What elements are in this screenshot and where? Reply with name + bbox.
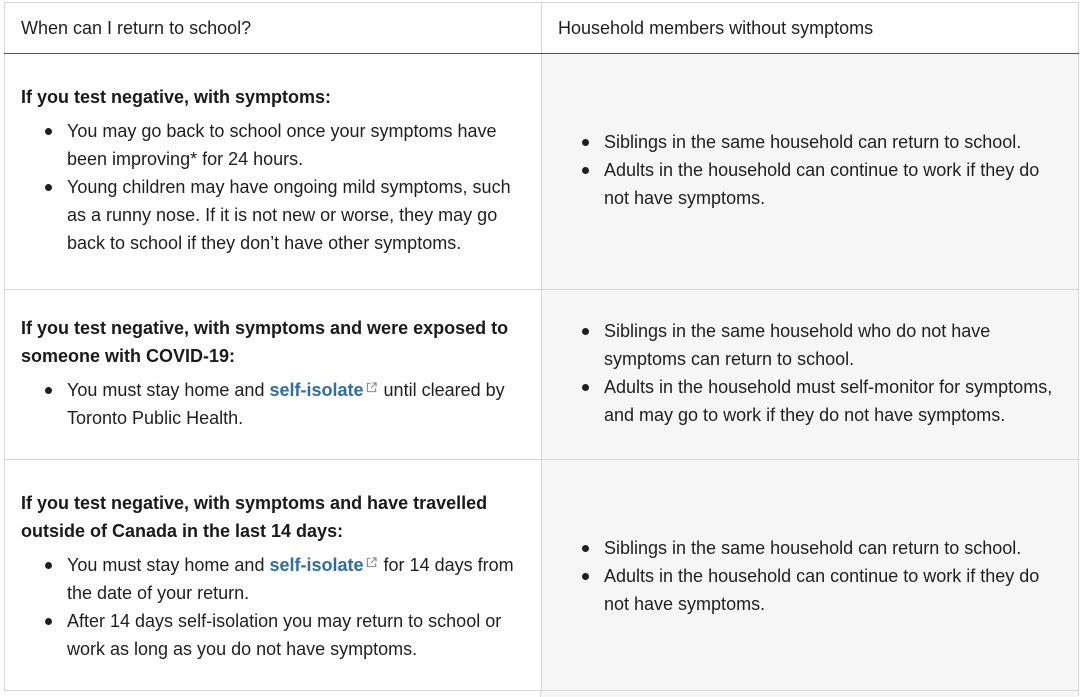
point-text-after: for 14 days from the date of your return. <box>67 554 514 603</box>
header-household-members: Household members without symptoms <box>542 3 1079 54</box>
return-cell <box>5 460 542 696</box>
return-cell <box>5 290 542 460</box>
household-points <box>558 128 1062 212</box>
next-row-shade <box>541 691 1078 697</box>
table-row <box>5 290 1079 460</box>
list-item: Adults in the household can continue to work if they do not have symptoms. <box>604 156 1062 212</box>
table-row <box>5 460 1079 696</box>
external-link-icon <box>366 382 377 393</box>
scenario-heading: If you test negative, with symptoms and have travelled outside of Canada in the last 14 days: <box>21 492 488 541</box>
table-header-row <box>5 3 1079 54</box>
household-points <box>558 534 1062 618</box>
list-item: Siblings in the same household who do not have symptoms can return to school. <box>604 317 1062 373</box>
return-cell <box>5 54 542 290</box>
household-cell <box>542 290 1079 460</box>
table-row <box>5 54 1079 290</box>
header-return-to-school: When can I return to school? <box>5 3 542 54</box>
point-text-before: You must stay home and <box>67 379 265 400</box>
list-item: You may go back to school once your symptoms have been improving* for 24 hours. <box>67 117 525 173</box>
list-item <box>67 551 525 607</box>
list-item: Young children may have ongoing mild symptoms, such as a runny nose. If it is not new or worse, they may go back to school if they don’t have other symptoms. <box>67 173 525 257</box>
list-item: Adults in the household must self-monitor for symptoms, and may go to work if they do not have symptoms. <box>604 373 1062 429</box>
return-points <box>21 117 525 257</box>
external-link-icon <box>366 557 377 568</box>
guidance-table <box>4 2 1079 696</box>
household-points <box>558 317 1062 429</box>
household-cell <box>542 54 1079 290</box>
list-item <box>67 376 525 432</box>
list-item: Siblings in the same household can return to school. <box>604 128 1062 156</box>
scenario-heading: If you test negative, with symptoms: <box>21 86 332 107</box>
link-label: self-isolate <box>269 554 364 575</box>
list-item: Siblings in the same household can return to school. <box>604 534 1062 562</box>
return-points <box>21 376 525 432</box>
point-text-before: You must stay home and <box>67 554 265 575</box>
link-label: self-isolate <box>269 379 364 400</box>
list-item: Adults in the household can continue to work if they do not have symptoms. <box>604 562 1062 618</box>
scenario-heading: If you test negative, with symptoms and were exposed to someone with COVID-19: <box>21 317 509 366</box>
list-item: After 14 days self-isolation you may return to school or work as long as you do not have symptoms. <box>67 607 525 663</box>
household-cell <box>542 460 1079 696</box>
return-points <box>21 551 525 663</box>
self-isolate-link[interactable] <box>269 555 363 575</box>
self-isolate-link[interactable] <box>269 380 363 400</box>
column-divider <box>540 691 541 697</box>
point-text-after: until cleared by Toronto Public Health. <box>67 379 505 428</box>
